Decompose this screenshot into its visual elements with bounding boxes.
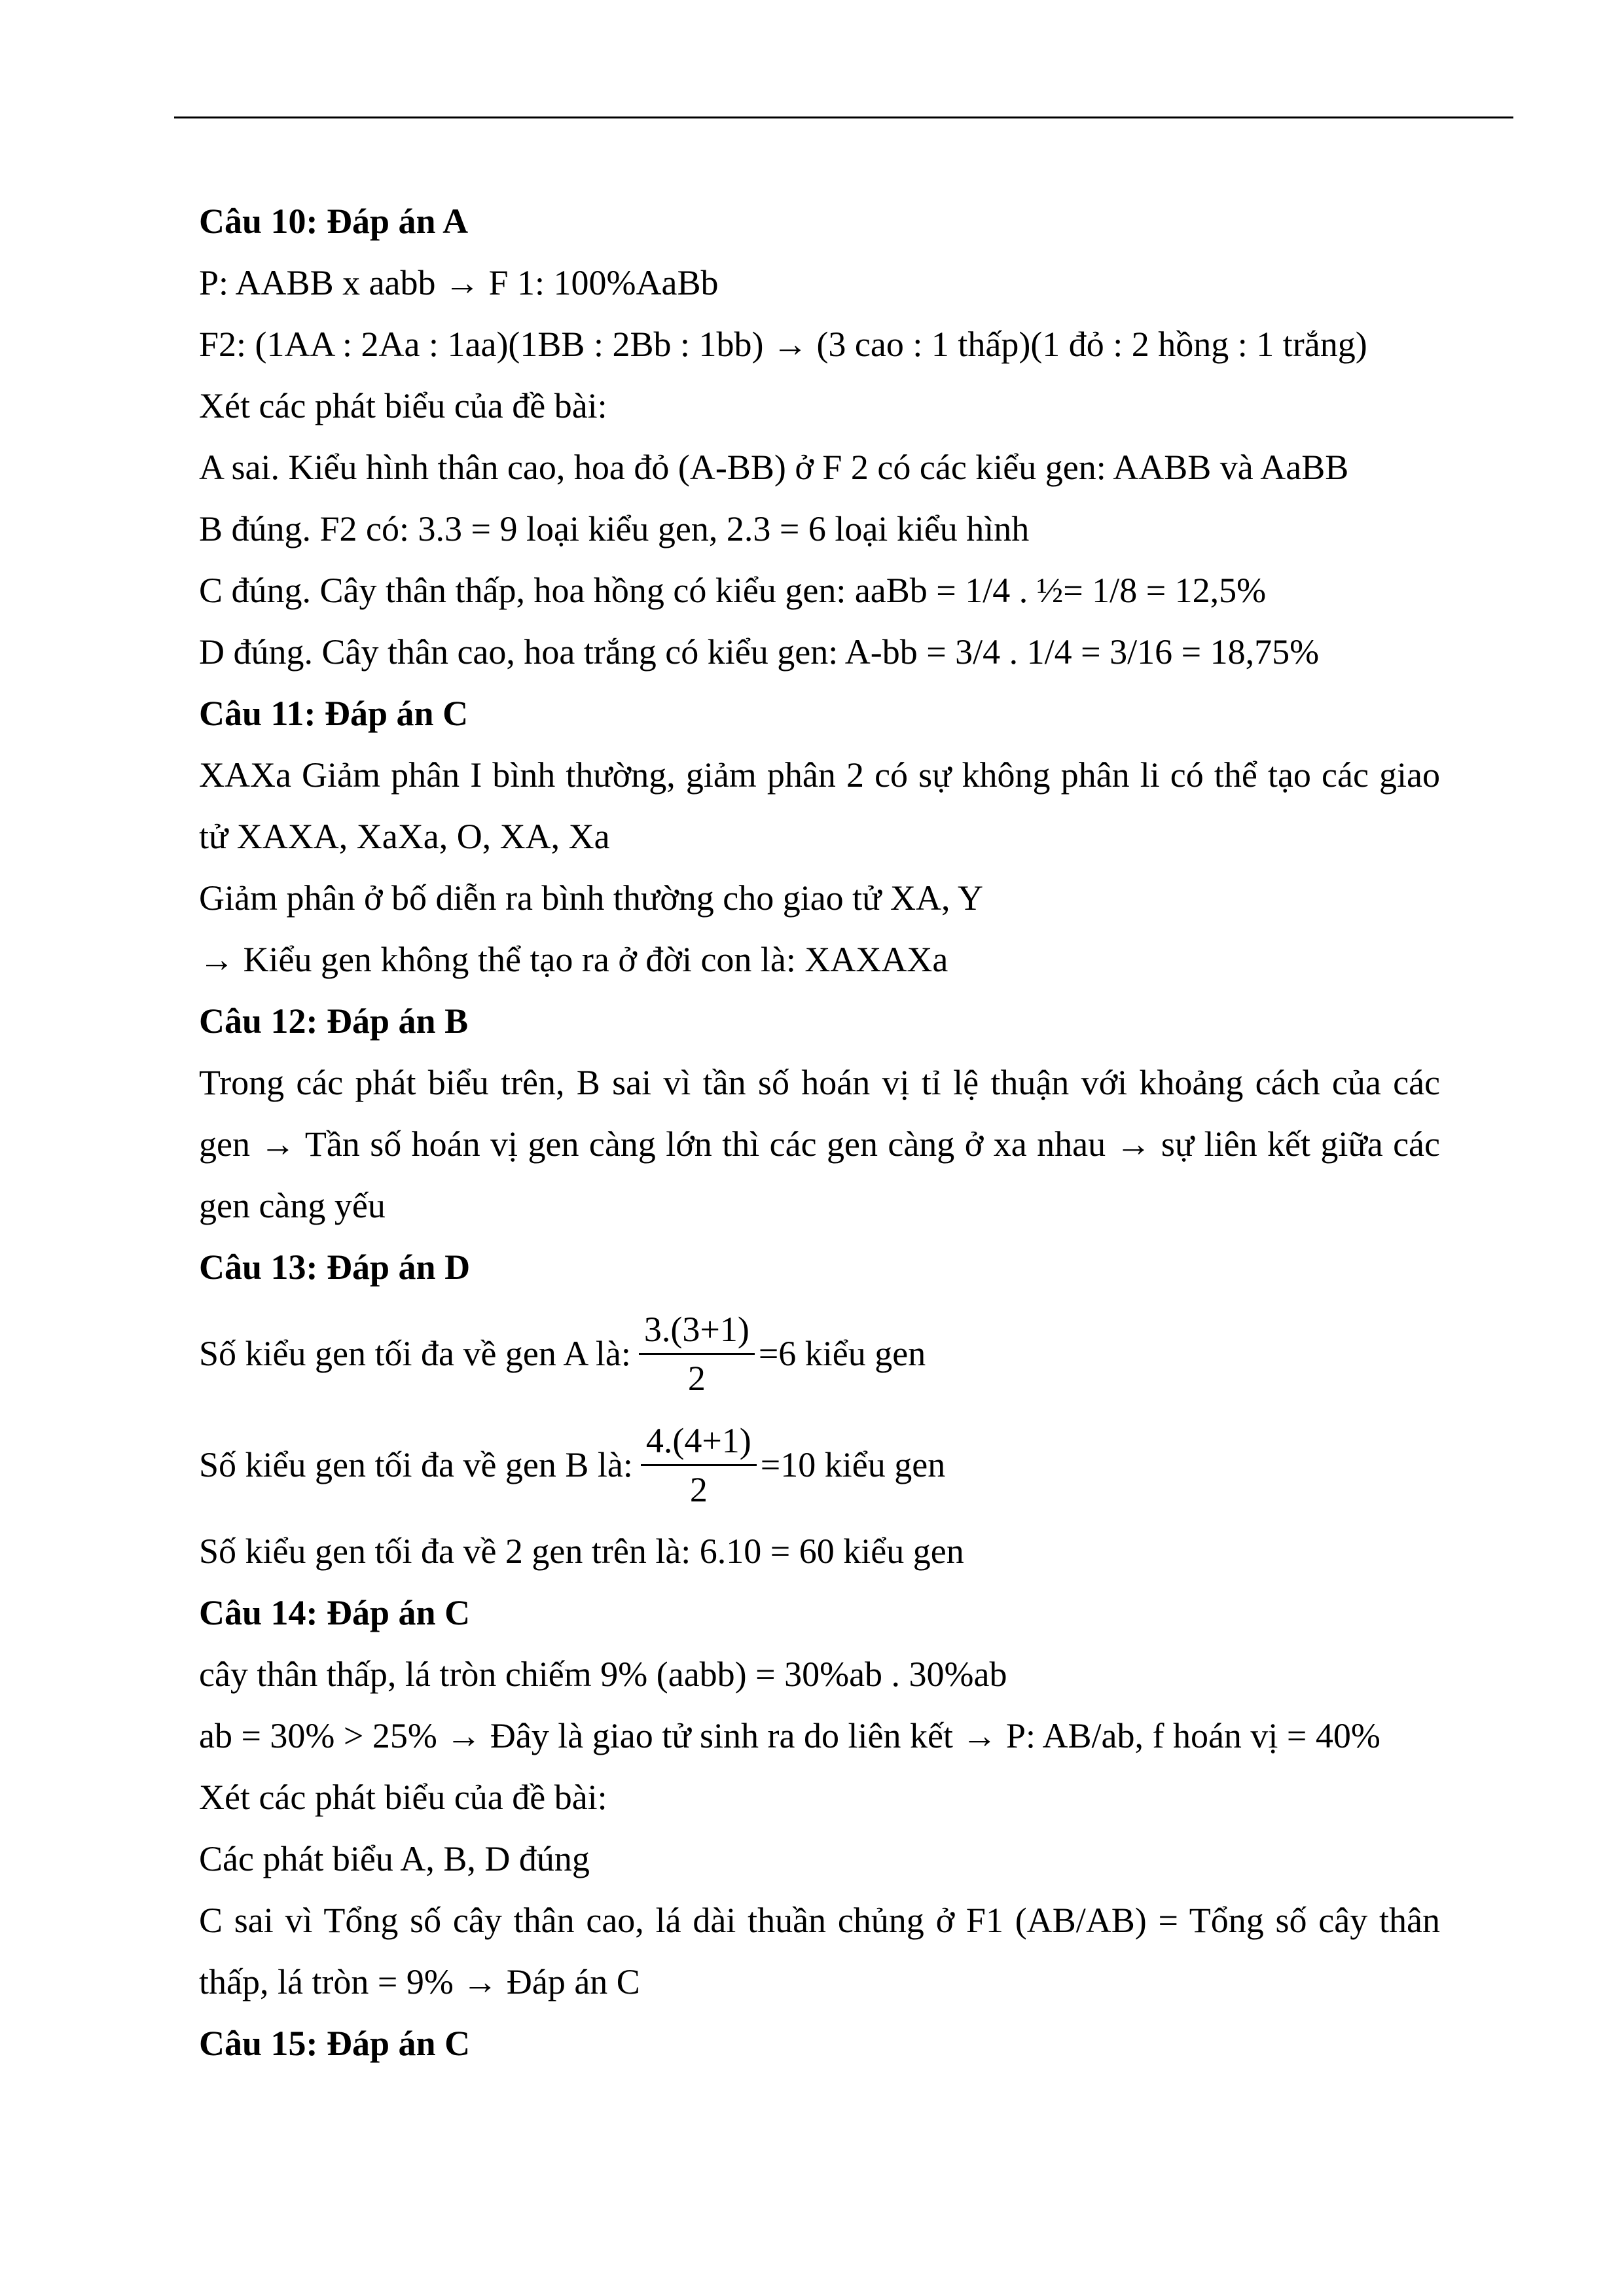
- document-body: [199, 190, 1440, 2074]
- text-line: Trong các phát biểu trên, B sai vì tần số hoán vị tỉ lệ thuận với khoảng cách của các: [199, 1063, 1440, 1102]
- text-line: P: AABB x aabb → F 1: 100%AaBb: [199, 263, 719, 302]
- formula-result: =6 kiểu gen: [758, 1334, 926, 1373]
- heading-cau-13: Câu 13: Đáp án D: [199, 1247, 471, 1287]
- text-line: ab = 30% > 25% → Đây là giao tử sinh ra do liên kết → P: AB/ab, f hoán vị = 40%: [199, 1716, 1380, 1755]
- fraction: [641, 1417, 757, 1513]
- text-line: cây thân thấp, lá tròn chiếm 9% (aabb) = 30%ab . 30%ab: [199, 1655, 1007, 1694]
- header-rule: [174, 117, 1513, 118]
- formula-label: Số kiểu gen tối đa về gen A là:: [199, 1334, 631, 1373]
- denominator: 2: [687, 1358, 706, 1398]
- text-line: F2: (1AA : 2Aa : 1aa)(1BB : 2Bb : 1bb) → (3 cao : 1 thấp)(1 đỏ : 2 hồng : 1 trắng): [199, 325, 1367, 364]
- text-line: gen càng yếu: [199, 1186, 386, 1225]
- heading-cau-12: Câu 12: Đáp án B: [199, 1001, 469, 1041]
- numerator: 4.(4+1): [641, 1417, 757, 1466]
- text-line: gen → Tần số hoán vị gen càng lớn thì các gen càng ở xa nhau → sự liên kết giữa các: [199, 1124, 1440, 1164]
- text-line: thấp, lá tròn = 9% → Đáp án C: [199, 1962, 640, 2001]
- text-line: tử XAXA, XaXa, O, XA, Xa: [199, 817, 610, 856]
- numerator: 3.(3+1): [639, 1306, 755, 1355]
- text-line: C đúng. Cây thân thấp, hoa hồng có kiểu gen: aaBb = 1/4 . ½= 1/8 = 12,5%: [199, 571, 1267, 610]
- formula-result: =10 kiểu gen: [760, 1445, 946, 1484]
- text-line: Xét các phát biểu của đề bài:: [199, 386, 607, 425]
- heading-cau-15: Câu 15: Đáp án C: [199, 2024, 471, 2063]
- text-line: Số kiểu gen tối đa về 2 gen trên là: 6.10 = 60 kiểu gen: [199, 1532, 964, 1571]
- fraction: [639, 1306, 755, 1402]
- text-line: A sai. Kiểu hình thân cao, hoa đỏ (A-BB) ở F 2 có các kiểu gen: AABB và AaBB: [199, 448, 1349, 487]
- text-line: XAXa Giảm phân I bình thường, giảm phân 2 có sự không phân li có thể tạo các giao: [199, 755, 1440, 795]
- formula-gene-b: [199, 1409, 1440, 1520]
- formula-label: Số kiểu gen tối đa về gen B là:: [199, 1445, 633, 1484]
- text-line: C sai vì Tổng số cây thân cao, lá dài thuần chủng ở F1 (AB/AB) = Tổng số cây thân: [199, 1901, 1440, 1940]
- text-line: Giảm phân ở bố diễn ra bình thường cho giao tử XA, Y: [199, 878, 983, 918]
- text-line: B đúng. F2 có: 3.3 = 9 loại kiểu gen, 2.3 = 6 loại kiểu hình: [199, 509, 1030, 548]
- text-line: → Kiểu gen không thể tạo ra ở đời con là: XAXAXa: [199, 940, 948, 979]
- text-line: D đúng. Cây thân cao, hoa trắng có kiểu gen: A-bb = 3/4 . 1/4 = 3/16 = 18,75%: [199, 632, 1320, 672]
- text-line: Các phát biểu A, B, D đúng: [199, 1839, 590, 1878]
- heading-cau-14: Câu 14: Đáp án C: [199, 1593, 471, 1632]
- text-line: Xét các phát biểu của đề bài:: [199, 1778, 607, 1817]
- denominator: 2: [689, 1469, 708, 1509]
- heading-cau-11: Câu 11: Đáp án C: [199, 694, 469, 733]
- formula-gene-a: [199, 1298, 1440, 1409]
- heading-cau-10: Câu 10: Đáp án A: [199, 202, 469, 241]
